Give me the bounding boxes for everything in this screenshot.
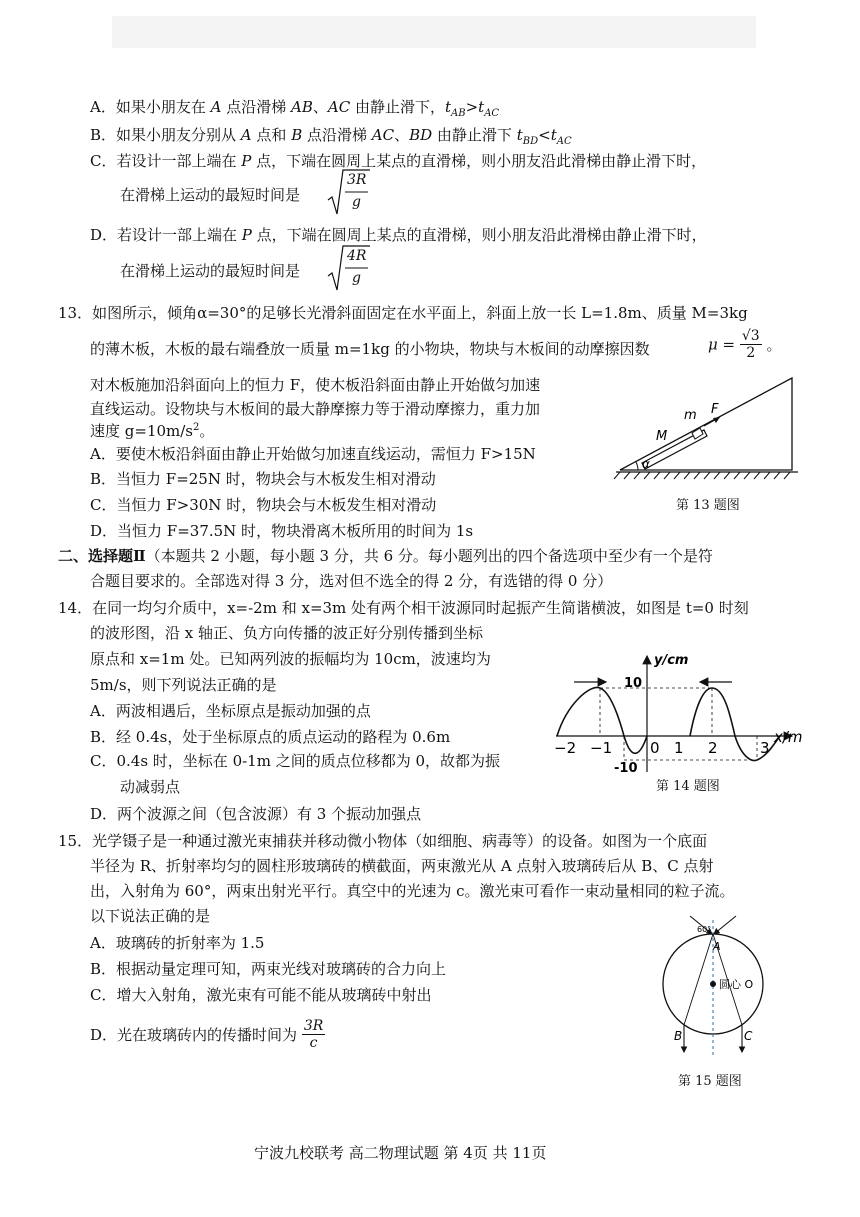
q14-option-a: A．两波相遇后，坐标原点是振动加强的点 xyxy=(90,702,371,720)
q12-option-a: A．如果小朋友在 A 点沿滑梯 AB、AC 由静止滑下，$t_{AB}>t_{AC}$ xyxy=(90,98,500,119)
q12-option-d-line2: 在滑梯上运动的最短时间是 xyxy=(120,262,301,280)
center-dot xyxy=(710,981,716,987)
q12-option-c-line2: 在滑梯上运动的最短时间是 xyxy=(120,186,301,204)
section2-header: 二、选择题Ⅱ（本题共 2 小题，每小题 3 分，共 6 分。每小题列出的四个备选项中至少有一个是符 xyxy=(58,547,713,565)
q13-option-a: A．要使木板沿斜面由静止开始做匀加速直线运动，需恒力 F>15N xyxy=(90,445,536,463)
y-axis-label: y/cm xyxy=(654,653,689,668)
x-axis-label: x/m xyxy=(774,728,803,746)
q12-option-d-line1: D．若设计一部上端在 P 点，下端在圆周上某点的直滑梯，则小朋友沿此滑梯由静止滑下时， xyxy=(90,226,707,244)
y-top-label: 10 xyxy=(624,676,643,691)
q14-stem-line3: 原点和 x=1m 处。已知两列波的振幅均为 10cm，波速均为 xyxy=(90,650,491,668)
q13-mu-formula: μ = $\frac{√3}{2}$ 。 xyxy=(708,328,782,361)
q14-option-c-line1: C．0.4s 时，坐标在 0-1m 之间的质点位移都为 0，故都为振 xyxy=(90,752,501,770)
q12-option-d-sqrt: 4R g xyxy=(326,242,372,298)
q14-stem-line4: 5m/s，则下列说法正确的是 xyxy=(90,676,277,694)
q15-stem-line3: 出，入射角为 60°，两束出射光平行。真空中的光速为 c。激光束可看作一束动量相同的粒子流。 xyxy=(90,882,735,900)
q12-option-c-sqrt: 3R g xyxy=(326,166,372,222)
q15-caption: 第 15 题图 xyxy=(678,1074,742,1089)
q15-stem-line4: 以下说法正确的是 xyxy=(90,907,211,925)
q14-stem-line1: 14．在同一均匀介质中，x=-2m 和 x=3m 处有两个相干波源同时起振产生简谐横波，如图是 t=0 时刻 xyxy=(58,599,749,617)
tick-label: −1 xyxy=(590,739,613,757)
q13-option-c: C．当恒力 F>30N 时，物块会与木板发生相对滑动 xyxy=(90,496,437,514)
y-bottom-label: -10 xyxy=(614,761,638,774)
q15-option-b: B．根据动量定理可知，两束光线对玻璃砖的合力向上 xyxy=(90,960,447,978)
tick-label: 2 xyxy=(708,739,718,757)
fig-label-A: A xyxy=(713,940,721,953)
q13-stem-line3: 对木板施加沿斜面向上的恒力 F，使木板沿斜面由静止开始做匀加速 xyxy=(90,376,541,394)
q13-caption: 第 13 题图 xyxy=(676,498,740,513)
fig-angle-label: 60° xyxy=(697,925,712,934)
q15-option-a: A．玻璃砖的折射率为 1.5 xyxy=(90,934,265,952)
q15-option-d: D．光在玻璃砖内的传播时间为 $\frac{3R}{c}$ xyxy=(90,1018,324,1051)
q14-option-c-line2: 动减弱点 xyxy=(120,778,181,796)
q15-option-c: C．增大入射角，激光束有可能不能从玻璃砖中射出 xyxy=(90,986,432,1004)
q13-option-d: D．当恒力 F=37.5N 时，物块滑离木板所用的时间为 1s xyxy=(90,522,474,540)
section2-line2: 合题目要求的。全部选对得 3 分，选对但不选全的得 2 分，有选错的得 0 分） xyxy=(90,572,613,590)
q12-option-c-line1: C．若设计一部上端在 P 点，下端在圆周上某点的直滑梯，则小朋友沿此滑梯由静止滑下时， xyxy=(90,152,707,170)
q15-stem-line1: 15．光学镊子是一种通过激光束捕获并移动微小物体（如细胞、病毒等）的设备。如图为一个底面 xyxy=(58,832,708,850)
q12-option-b: B．如果小朋友分别从 A 点和 B 点沿滑梯 AC、BD 由静止滑下 $t_{BD}<t_{AC}$ xyxy=(90,126,572,147)
q13-stem-line2: 的薄木板，木板的最右端叠放一质量 m=1kg 的小物块，物块与木板间的动摩擦因数 xyxy=(90,340,650,358)
q14-wave-figure xyxy=(552,644,810,774)
q13-stem-line1: 13．如图所示，倾角α=30°的足够长光滑斜面固定在水平面上，斜面上放一长 L=1.8m、质量 M=3kg xyxy=(58,304,748,322)
tick-label: −2 xyxy=(554,739,577,757)
fig-label-m: m xyxy=(684,408,697,423)
q15-figure xyxy=(656,912,776,1062)
q14-option-d: D．两个波源之间（包含波源）有 3 个振动加强点 xyxy=(90,805,422,823)
q13-stem-line4: 直线运动。设物块与木板间的最大静摩擦力等于滑动摩擦力，重力加 xyxy=(90,400,541,418)
q13-stem-line5: 速度 $g=10m/s^2$。 xyxy=(90,422,215,440)
q13-figure xyxy=(612,366,802,482)
page-footer: 宁波九校联考 高二物理试题 第 4页 共 11页 xyxy=(254,1144,547,1162)
fig-label-F: F xyxy=(711,402,719,417)
q14-caption: 第 14 题图 xyxy=(656,779,720,794)
fig-label-M: M xyxy=(656,429,668,444)
tick-label: 0 xyxy=(650,739,660,757)
fig-label-B: B xyxy=(674,1029,683,1043)
fig-label-center: 圆心 O xyxy=(719,978,754,991)
q13-option-b: B．当恒力 F=25N 时，物块会与木板发生相对滑动 xyxy=(90,470,436,488)
fig-label-C: C xyxy=(744,1029,753,1043)
tick-label: 3 xyxy=(760,739,770,757)
q14-stem-line2: 的波形图，沿 x 轴正、负方向传播的波正好分别传播到坐标 xyxy=(90,624,483,642)
header-bar xyxy=(112,16,756,48)
tick-label: 1 xyxy=(674,739,684,757)
q15-stem-line2: 半径为 R、折射率均匀的圆柱形玻璃砖的横截面，两束激光从 A 点射入玻璃砖后从 B、C 点射 xyxy=(90,857,714,875)
fig-label-alpha: α xyxy=(642,457,650,471)
q14-option-b: B．经 0.4s，处于坐标原点的质点运动的路程为 0.6m xyxy=(90,728,451,746)
